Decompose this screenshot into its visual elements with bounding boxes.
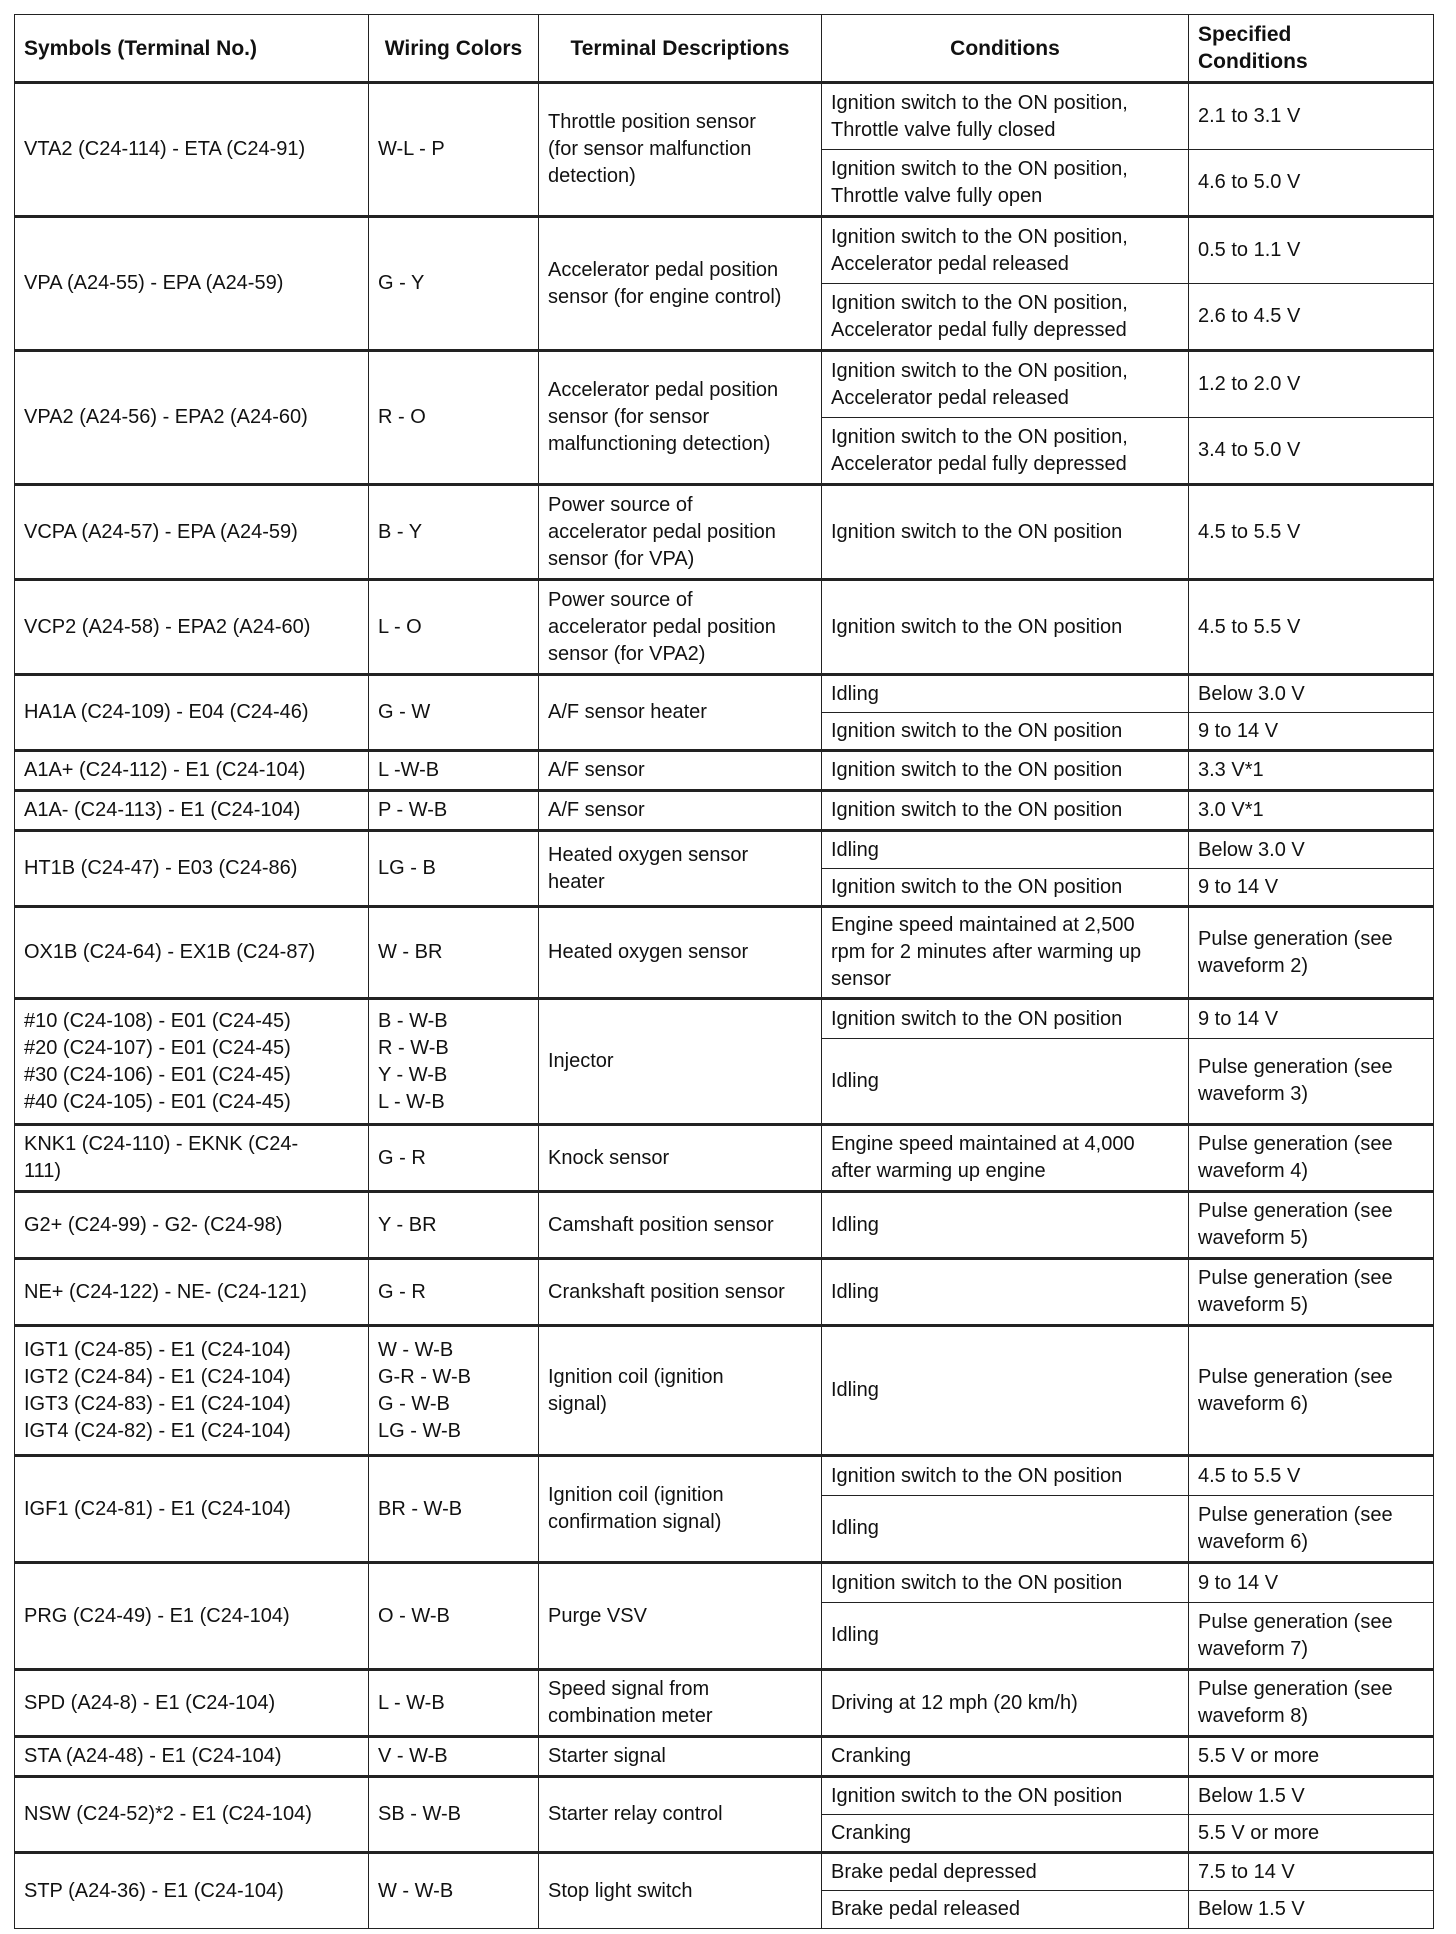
condition-cell: Ignition switch to the ON position, Throttle valve fully open: [822, 150, 1189, 217]
wiring-color-cell: P - W-B: [369, 791, 539, 831]
condition-cell: Idling: [822, 831, 1189, 869]
terminal-description-cell: Camshaft position sensor: [539, 1192, 822, 1259]
terminal-symbol-cell: SPD (A24-8) - E1 (C24-104): [15, 1670, 369, 1737]
table-row: [15, 1456, 1434, 1496]
wiring-color-cell: W - W-B G-R - W-B G - W-B LG - W-B: [369, 1326, 539, 1456]
terminal-description-cell: Starter relay control: [539, 1777, 822, 1853]
specified-condition-cell: Below 3.0 V: [1189, 831, 1434, 869]
specified-condition-cell: Below 1.5 V: [1189, 1777, 1434, 1815]
header-symbols: Symbols (Terminal No.): [15, 15, 369, 83]
condition-cell: Ignition switch to the ON position: [822, 485, 1189, 580]
condition-cell: Ignition switch to the ON position: [822, 1456, 1189, 1496]
wiring-color-cell: G - Y: [369, 217, 539, 351]
specified-condition-cell: 2.1 to 3.1 V: [1189, 83, 1434, 150]
terminal-spec-table: [14, 14, 1434, 1929]
table-row: [15, 217, 1434, 284]
specified-condition-cell: Pulse generation (see waveform 3): [1189, 1039, 1434, 1125]
condition-cell: Ignition switch to the ON position: [822, 869, 1189, 907]
table-row: [15, 1192, 1434, 1259]
terminal-description-cell: Power source of accelerator pedal position sensor (for VPA2): [539, 580, 822, 675]
terminal-description-cell: Power source of accelerator pedal position sensor (for VPA): [539, 485, 822, 580]
terminal-description-cell: Heated oxygen sensor: [539, 907, 822, 999]
specified-condition-cell: 3.4 to 5.0 V: [1189, 418, 1434, 485]
terminal-description-cell: Ignition coil (ignition confirmation signal): [539, 1456, 822, 1563]
table-row: [15, 1326, 1434, 1456]
specified-condition-cell: 4.5 to 5.5 V: [1189, 485, 1434, 580]
condition-cell: Ignition switch to the ON position, Accelerator pedal fully depressed: [822, 418, 1189, 485]
condition-cell: Ignition switch to the ON position, Accelerator pedal fully depressed: [822, 284, 1189, 351]
specified-condition-cell: Pulse generation (see waveform 6): [1189, 1496, 1434, 1563]
condition-cell: Idling: [822, 1603, 1189, 1670]
terminal-description-cell: Injector: [539, 999, 822, 1125]
terminal-symbol-cell: IGT1 (C24-85) - E1 (C24-104) IGT2 (C24-84) - E1 (C24-104) IGT3 (C24-83) - E1 (C24-104) IGT4 (C24-82) - E1 (C24-104): [15, 1326, 369, 1456]
condition-cell: Ignition switch to the ON position: [822, 1777, 1189, 1815]
specified-condition-cell: Pulse generation (see waveform 5): [1189, 1259, 1434, 1326]
condition-cell: Ignition switch to the ON position: [822, 751, 1189, 791]
specified-condition-cell: 5.5 V or more: [1189, 1737, 1434, 1777]
specified-condition-cell: 3.0 V*1: [1189, 791, 1434, 831]
condition-cell: Idling: [822, 1259, 1189, 1326]
specified-condition-cell: 9 to 14 V: [1189, 713, 1434, 751]
table-header-row: [15, 15, 1434, 83]
specified-condition-cell: Pulse generation (see waveform 4): [1189, 1125, 1434, 1192]
wiring-color-cell: L - W-B: [369, 1670, 539, 1737]
terminal-description-cell: Crankshaft position sensor: [539, 1259, 822, 1326]
wiring-color-cell: BR - W-B: [369, 1456, 539, 1563]
wiring-color-cell: R - O: [369, 351, 539, 485]
wiring-color-cell: G - R: [369, 1125, 539, 1192]
condition-cell: Cranking: [822, 1815, 1189, 1853]
condition-cell: Idling: [822, 675, 1189, 713]
terminal-symbol-cell: VTA2 (C24-114) - ETA (C24-91): [15, 83, 369, 217]
terminal-symbol-cell: A1A+ (C24-112) - E1 (C24-104): [15, 751, 369, 791]
table-row: [15, 1670, 1434, 1737]
wiring-color-cell: W - W-B: [369, 1853, 539, 1929]
terminal-symbol-cell: NE+ (C24-122) - NE- (C24-121): [15, 1259, 369, 1326]
terminal-symbol-cell: VPA (A24-55) - EPA (A24-59): [15, 217, 369, 351]
condition-cell: Cranking: [822, 1737, 1189, 1777]
terminal-symbol-cell: #10 (C24-108) - E01 (C24-45) #20 (C24-107) - E01 (C24-45) #30 (C24-106) - E01 (C24-45) #40 (C24-105) - E01 (C24-45): [15, 999, 369, 1125]
terminal-description-cell: A/F sensor: [539, 791, 822, 831]
terminal-description-cell: Purge VSV: [539, 1563, 822, 1670]
header-conditions: Conditions: [822, 15, 1189, 83]
terminal-symbol-cell: VCPA (A24-57) - EPA (A24-59): [15, 485, 369, 580]
terminal-description-cell: A/F sensor: [539, 751, 822, 791]
terminal-description-cell: Ignition coil (ignition signal): [539, 1326, 822, 1456]
wiring-color-cell: B - W-B R - W-B Y - W-B L - W-B: [369, 999, 539, 1125]
terminal-symbol-cell: A1A- (C24-113) - E1 (C24-104): [15, 791, 369, 831]
table-row: [15, 791, 1434, 831]
condition-cell: Idling: [822, 1326, 1189, 1456]
wiring-color-cell: W - BR: [369, 907, 539, 999]
terminal-symbol-cell: HA1A (C24-109) - E04 (C24-46): [15, 675, 369, 751]
table-row: [15, 1563, 1434, 1603]
terminal-description-cell: A/F sensor heater: [539, 675, 822, 751]
specified-condition-cell: 4.5 to 5.5 V: [1189, 1456, 1434, 1496]
table-row: [15, 1737, 1434, 1777]
specified-condition-cell: 5.5 V or more: [1189, 1815, 1434, 1853]
terminal-description-cell: Throttle position sensor (for sensor malfunction detection): [539, 83, 822, 217]
terminal-description-cell: Starter signal: [539, 1737, 822, 1777]
table-row: [15, 675, 1434, 713]
condition-cell: Ignition switch to the ON position: [822, 791, 1189, 831]
terminal-symbol-cell: OX1B (C24-64) - EX1B (C24-87): [15, 907, 369, 999]
terminal-symbol-cell: IGF1 (C24-81) - E1 (C24-104): [15, 1456, 369, 1563]
table-row: [15, 907, 1434, 999]
terminal-symbol-cell: PRG (C24-49) - E1 (C24-104): [15, 1563, 369, 1670]
terminal-description-cell: Knock sensor: [539, 1125, 822, 1192]
condition-cell: Ignition switch to the ON position: [822, 580, 1189, 675]
condition-cell: Engine speed maintained at 2,500 rpm for 2 minutes after warming up sensor: [822, 907, 1189, 999]
specified-condition-cell: Below 1.5 V: [1189, 1891, 1434, 1929]
wiring-color-cell: L - O: [369, 580, 539, 675]
wiring-color-cell: O - W-B: [369, 1563, 539, 1670]
condition-cell: Idling: [822, 1039, 1189, 1125]
header-terminal-descriptions: Terminal Descriptions: [539, 15, 822, 83]
specified-condition-cell: 1.2 to 2.0 V: [1189, 351, 1434, 418]
condition-cell: Idling: [822, 1496, 1189, 1563]
specified-condition-cell: 4.6 to 5.0 V: [1189, 150, 1434, 217]
condition-cell: Brake pedal depressed: [822, 1853, 1189, 1891]
wiring-color-cell: Y - BR: [369, 1192, 539, 1259]
terminal-symbol-cell: NSW (C24-52)*2 - E1 (C24-104): [15, 1777, 369, 1853]
table-row: [15, 580, 1434, 675]
table-row: [15, 1125, 1434, 1192]
specified-condition-cell: 9 to 14 V: [1189, 999, 1434, 1039]
terminal-symbol-cell: G2+ (C24-99) - G2- (C24-98): [15, 1192, 369, 1259]
wiring-color-cell: W-L - P: [369, 83, 539, 217]
specified-condition-cell: Pulse generation (see waveform 7): [1189, 1603, 1434, 1670]
terminal-symbol-cell: STP (A24-36) - E1 (C24-104): [15, 1853, 369, 1929]
wiring-color-cell: V - W-B: [369, 1737, 539, 1777]
terminal-description-cell: Speed signal from combination meter: [539, 1670, 822, 1737]
terminal-symbol-cell: KNK1 (C24-110) - EKNK (C24- 111): [15, 1125, 369, 1192]
specified-condition-cell: Pulse generation (see waveform 8): [1189, 1670, 1434, 1737]
wiring-color-cell: L -W-B: [369, 751, 539, 791]
terminal-symbol-cell: HT1B (C24-47) - E03 (C24-86): [15, 831, 369, 907]
table-row: [15, 751, 1434, 791]
table-row: [15, 1777, 1434, 1815]
condition-cell: Idling: [822, 1192, 1189, 1259]
terminal-description-cell: Stop light switch: [539, 1853, 822, 1929]
table-row: [15, 485, 1434, 580]
specified-condition-cell: 4.5 to 5.5 V: [1189, 580, 1434, 675]
condition-cell: Ignition switch to the ON position, Accelerator pedal released: [822, 351, 1189, 418]
condition-cell: Driving at 12 mph (20 km/h): [822, 1670, 1189, 1737]
specified-condition-cell: Below 3.0 V: [1189, 675, 1434, 713]
wiring-color-cell: LG - B: [369, 831, 539, 907]
terminal-symbol-cell: STA (A24-48) - E1 (C24-104): [15, 1737, 369, 1777]
table-row: [15, 1259, 1434, 1326]
terminal-symbol-cell: VCP2 (A24-58) - EPA2 (A24-60): [15, 580, 369, 675]
terminal-symbol-cell: VPA2 (A24-56) - EPA2 (A24-60): [15, 351, 369, 485]
wiring-color-cell: B - Y: [369, 485, 539, 580]
terminal-description-cell: Accelerator pedal position sensor (for engine control): [539, 217, 822, 351]
condition-cell: Ignition switch to the ON position, Accelerator pedal released: [822, 217, 1189, 284]
table-row: [15, 351, 1434, 418]
specified-condition-cell: Pulse generation (see waveform 6): [1189, 1326, 1434, 1456]
table-row: [15, 999, 1434, 1039]
terminal-description-cell: Accelerator pedal position sensor (for sensor malfunctioning detection): [539, 351, 822, 485]
header-wiring-colors: Wiring Colors: [369, 15, 539, 83]
wiring-color-cell: G - W: [369, 675, 539, 751]
specified-condition-cell: 9 to 14 V: [1189, 1563, 1434, 1603]
specified-condition-cell: 7.5 to 14 V: [1189, 1853, 1434, 1891]
condition-cell: Brake pedal released: [822, 1891, 1189, 1929]
condition-cell: Ignition switch to the ON position: [822, 999, 1189, 1039]
header-specified-conditions: Specified Conditions: [1189, 15, 1434, 83]
wiring-color-cell: SB - W-B: [369, 1777, 539, 1853]
specified-condition-cell: 2.6 to 4.5 V: [1189, 284, 1434, 351]
terminal-description-cell: Heated oxygen sensor heater: [539, 831, 822, 907]
specified-condition-cell: 0.5 to 1.1 V: [1189, 217, 1434, 284]
wiring-color-cell: G - R: [369, 1259, 539, 1326]
condition-cell: Ignition switch to the ON position: [822, 1563, 1189, 1603]
specified-condition-cell: 9 to 14 V: [1189, 869, 1434, 907]
table-body: [15, 83, 1434, 1929]
table-row: [15, 83, 1434, 150]
condition-cell: Ignition switch to the ON position, Throttle valve fully closed: [822, 83, 1189, 150]
table-row: [15, 1853, 1434, 1891]
condition-cell: Ignition switch to the ON position: [822, 713, 1189, 751]
condition-cell: Engine speed maintained at 4,000 after warming up engine: [822, 1125, 1189, 1192]
table-row: [15, 831, 1434, 869]
specified-condition-cell: 3.3 V*1: [1189, 751, 1434, 791]
specified-condition-cell: Pulse generation (see waveform 2): [1189, 907, 1434, 999]
specified-condition-cell: Pulse generation (see waveform 5): [1189, 1192, 1434, 1259]
